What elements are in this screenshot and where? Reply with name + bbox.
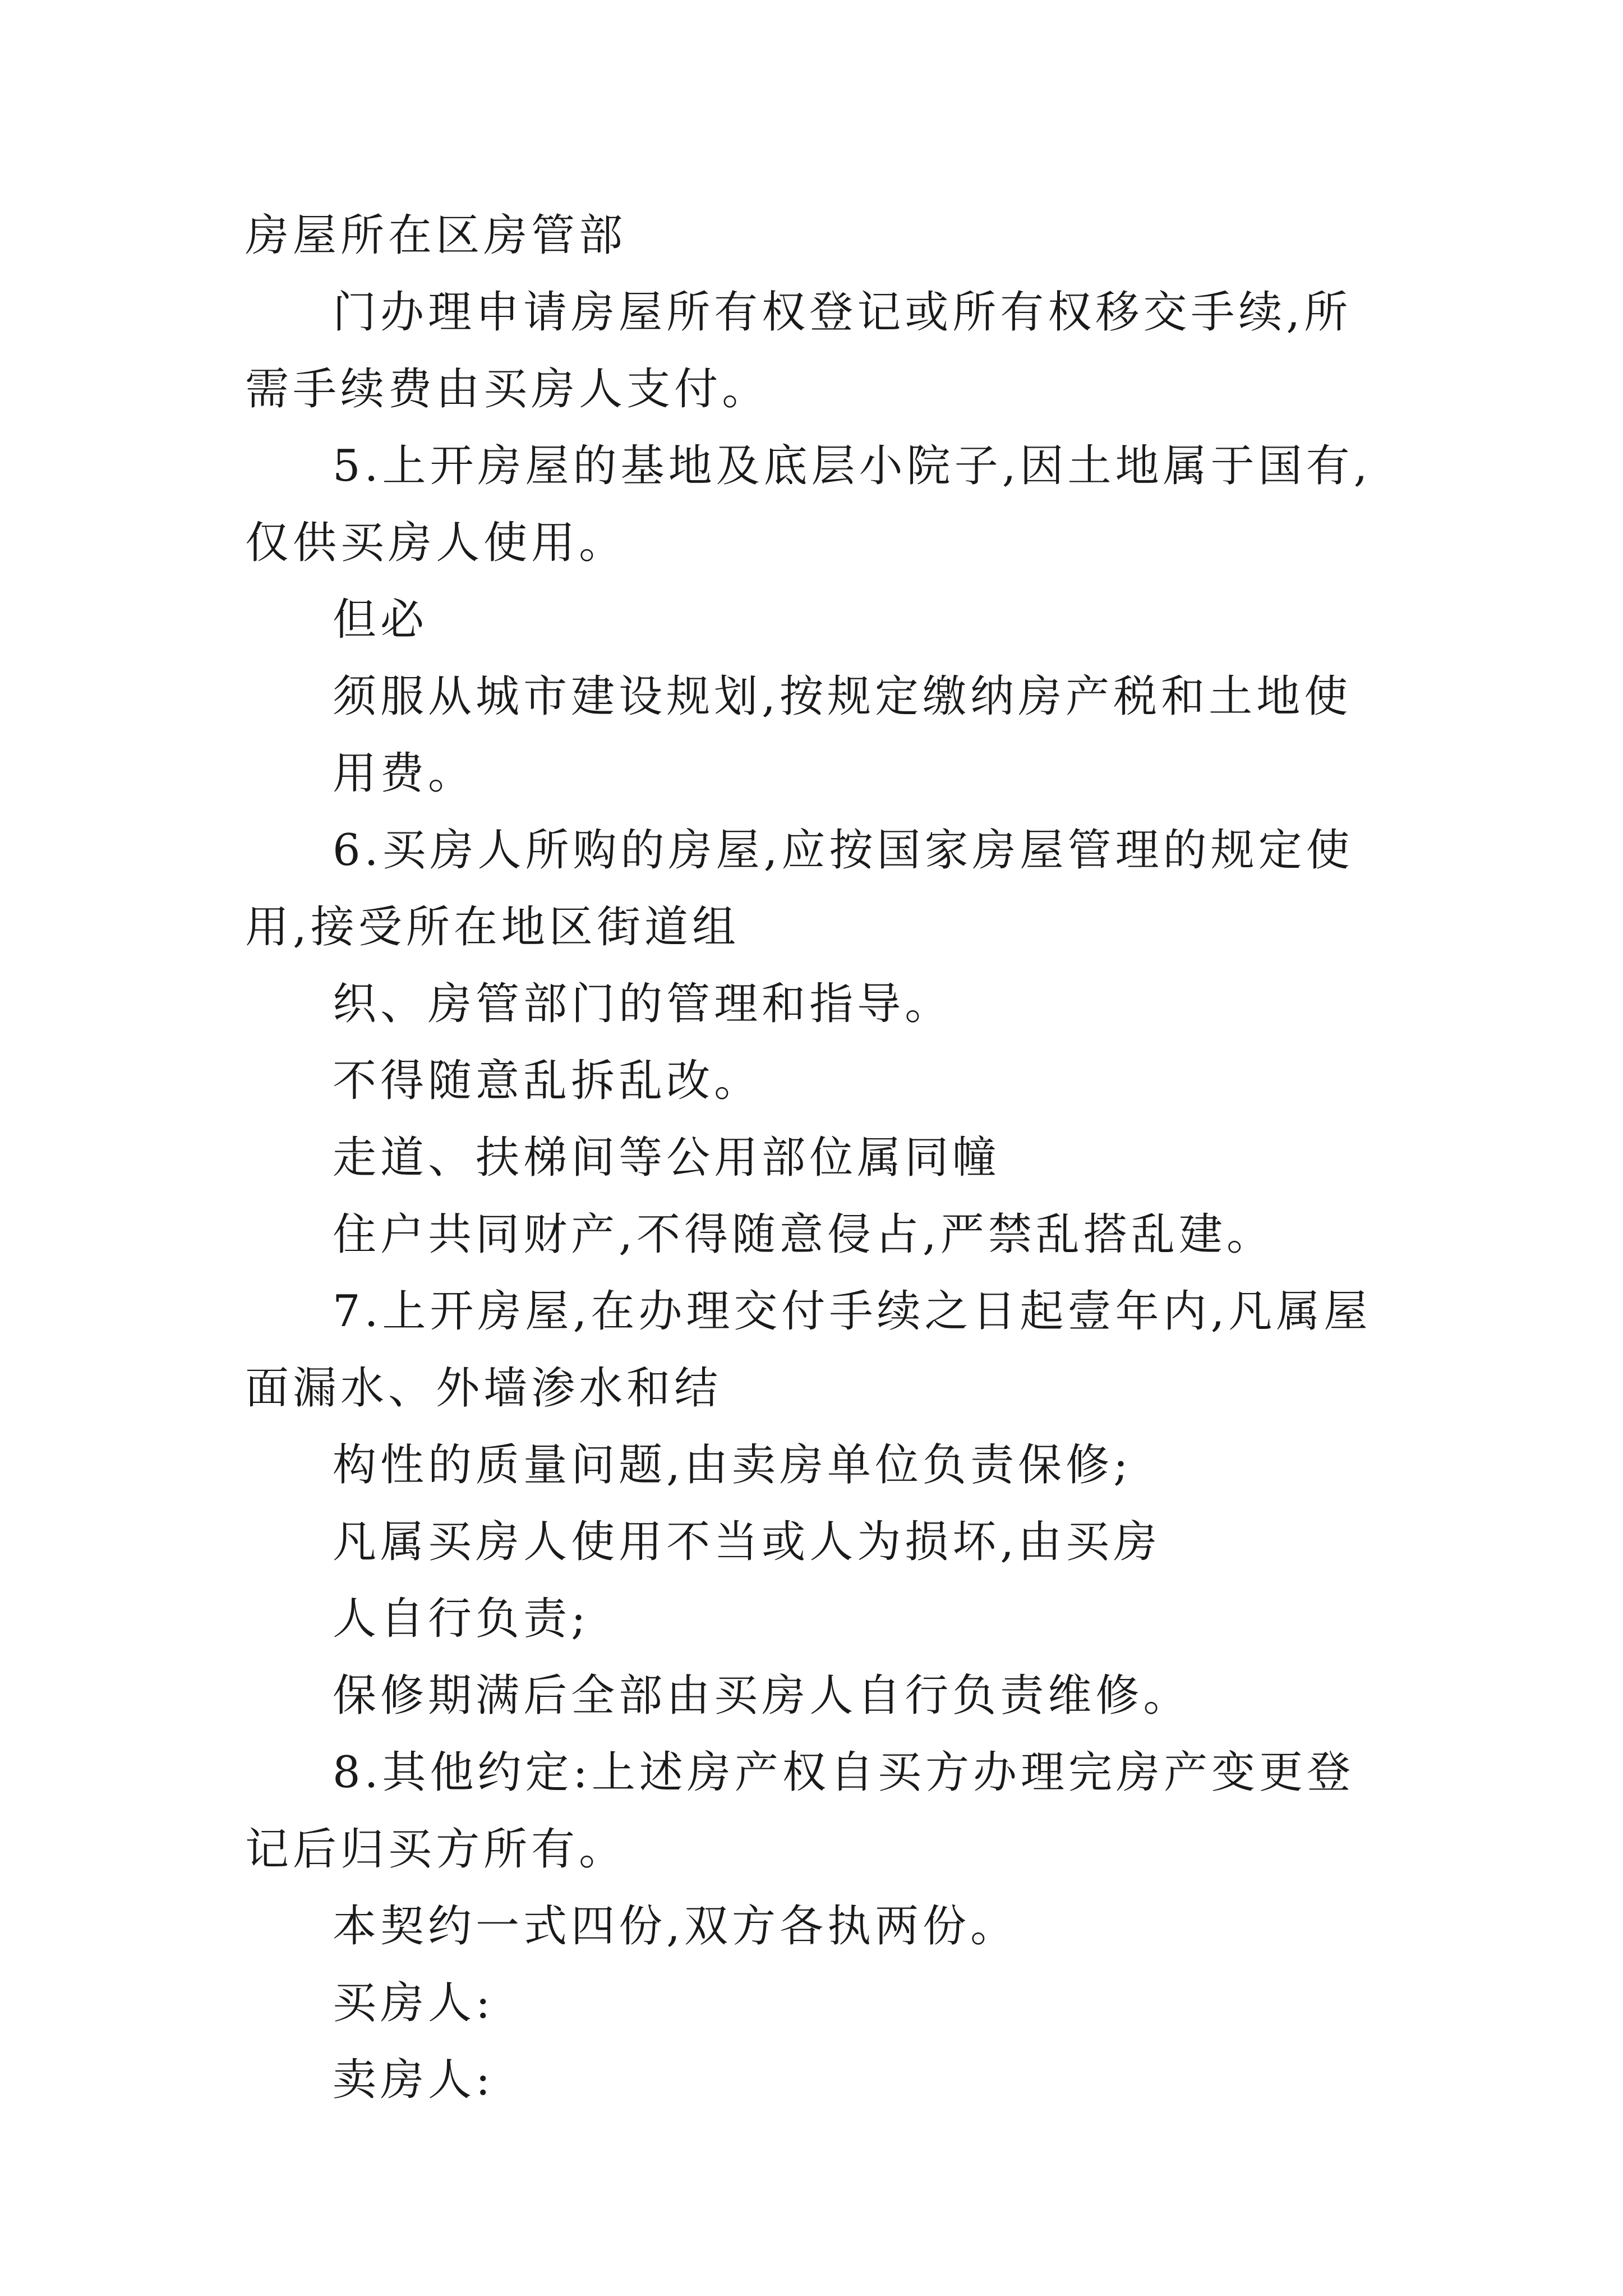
paragraph: 7.上开房屋,在办理交付手续之日起壹年内,凡属屋面漏水、外墙渗水和结 xyxy=(245,1286,1372,1414)
paragraph: 房屋所在区房管部 xyxy=(245,210,627,261)
paragraph: 但必 xyxy=(333,595,428,645)
paragraph: 住户共同财产,不得随意侵占,严禁乱搭乱建。 xyxy=(333,1209,1275,1260)
paragraph: 5.上开房屋的基地及底层小院子,因土地属于国有,仅供买房人使用。 xyxy=(245,441,1372,568)
seller-signature-label: 卖房人: xyxy=(333,2055,495,2105)
paragraph: 6.买房人所购的房屋,应按国家房屋管理的规定使用,接受所在地区街道组 xyxy=(245,825,1354,953)
paragraph: 凡属买房人使用不当或人为损坏,由买房 xyxy=(333,1517,1161,1567)
paragraph: 门办理申请房屋所有权登记或所有权移交手续,所需手续费由买房人支付。 xyxy=(245,287,1352,415)
paragraph: 保修期满后全部由买房人自行负责维修。 xyxy=(333,1671,1191,1721)
paragraph: 本契约一式四份,双方各执两份。 xyxy=(333,1901,1018,1952)
paragraph: 构性的质量问题,由卖房单位负责保修; xyxy=(333,1440,1132,1490)
paragraph: 8.其他约定:上述房产权自买方办理完房产变更登记后归买方所有。 xyxy=(245,1747,1355,1875)
buyer-signature-label: 买房人: xyxy=(333,1978,495,2028)
paragraph: 不得随意乱拆乱改。 xyxy=(333,1056,762,1106)
document-body xyxy=(245,197,1395,2119)
paragraph: 织、房管部门的管理和指导。 xyxy=(333,979,953,1029)
paragraph: 人自行负责; xyxy=(333,1594,590,1644)
paragraph: 须服从城市建设规划,按规定缴纳房产税和土地使用费。 xyxy=(333,671,1352,799)
paragraph: 走道、扶梯间等公用部位属同幢 xyxy=(333,1133,1000,1183)
